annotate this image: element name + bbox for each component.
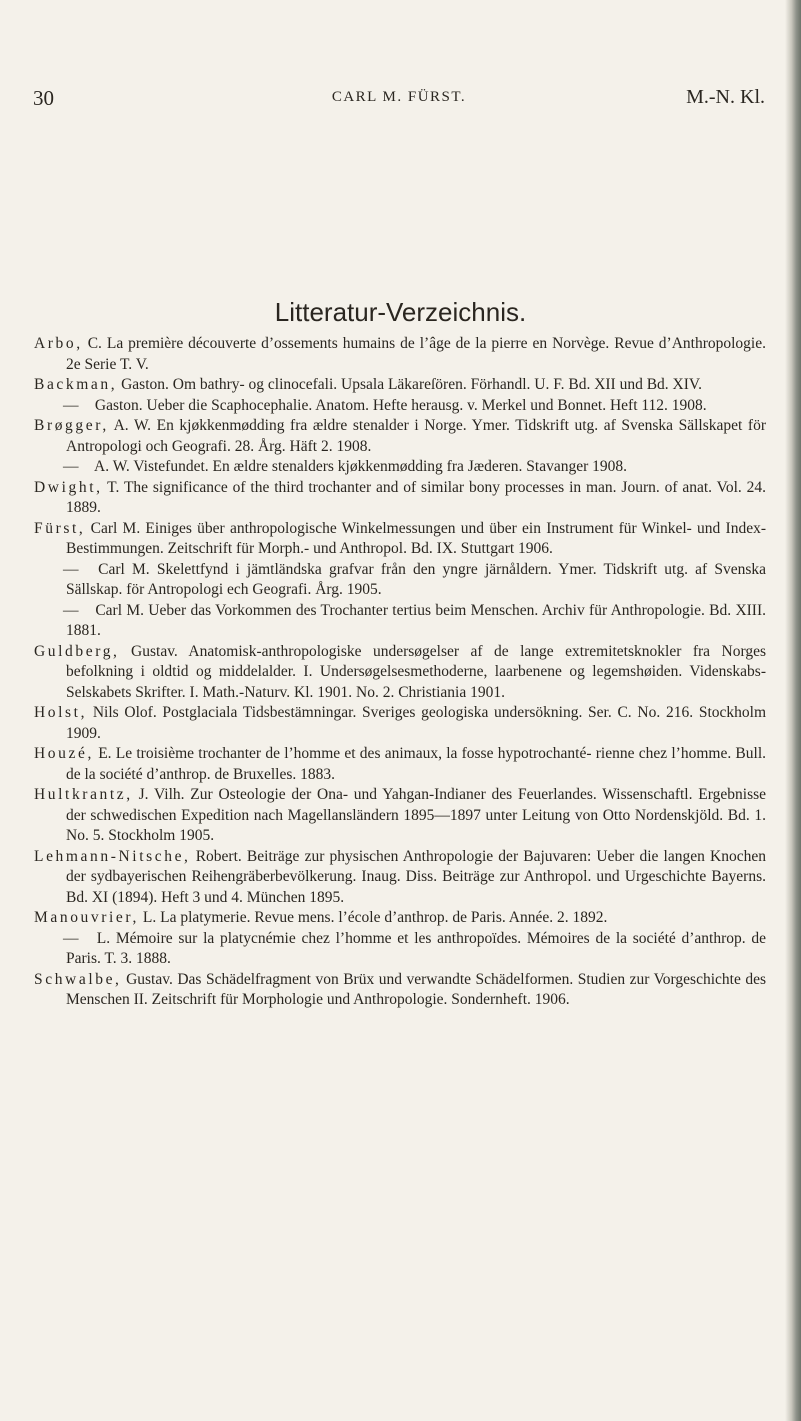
entry-text: E. Le troisième trochanter de l’homme et des animaux, la fosse hypotrochanté- rienne chez l’homme. Bull. de la société d’anthrop. de Bruxelles. 1883. [66,745,767,783]
bibliography-list [34,334,766,1011]
bibliography-entry [34,703,766,744]
bibliography-entry [34,744,766,785]
bibliography-entry [34,642,766,704]
entry-author: Arbo, [34,335,83,352]
bibliography-entry [34,908,766,929]
entry-text: A. W. En kjøkkenmødding fra ældre stenalder i Norge. Ymer. Tidskrift utg. af Svenska Sällskapet för Antropologi och Geografi. 28. Årg. Häft 2. 1908. [66,417,766,455]
entry-text: J. Vilh. Zur Osteologie der Ona- und Yahgan-Indianer des Feuerlandes. Wissenschaftl. Ergebnisse der schwedischen Expedition nach Magellansländern 1895—1897 unter Leitung von Otto Nordenskjöld. Bd. 1. No. 5. Stockholm 1905. [66,786,767,844]
entry-text: Gustav. Anatomisk-anthropologiske undersøgelser af de lange extremitetsknokler fra Norges befolkning i oldtid og middelalder. I. Undersøgelsesmethoderne, laarbenene og legemshøiden. Videnskabs-Selskabets Skrifter. I. Math.-Naturv. Kl. 1901. No. 2. Christiania 1901. [66,642,766,701]
entry-text: Carl M. Ueber das Vorkommen des Trochanter tertius beim Menschen. Archiv für Anthropologie. Bd. XIII. 1881. [66,601,767,639]
bibliography-entry [34,519,766,560]
entry-author: Manouvrier, [34,909,140,926]
page-edge-shadow [785,0,801,1421]
entry-text: Robert. Beiträge zur physischen Anthropologie der Bajuvaren: Ueber die langen Knochen der sydbayerischen Reihengräberbevölkerung. Inaug. Diss. Beiträge zur Anthropol. und Urgeschichte Bayerns. Bd. XI (1894). Heft 3 und 4. München 1895. [66,847,766,906]
entry-author: Fürst, [34,519,86,537]
page-number: 30 [33,86,54,110]
running-author: CARL M. FÜRST. [331,89,467,105]
bibliography-entry [34,560,766,601]
bibliography-entry [34,334,766,375]
entry-author: Guldberg, [34,642,120,660]
entry-text: C. La première découverte d’ossements humains de l’âge de la pierre en Norvège. Revue d’Anthropologie. 2e Serie T. V. [66,335,766,373]
bibliography-entry [34,785,766,847]
entry-author: Hultkrantz, [34,786,133,803]
running-class: M.-N. Kl. [686,86,765,108]
bibliography-entry [34,478,766,519]
bibliography-entry [34,929,766,970]
entry-author: Houzé, [34,745,94,762]
bibliography-entry [34,457,766,478]
entry-author: Schwalbe, [34,970,122,988]
bibliography-entry [34,375,766,396]
entry-text: Gaston. Om bathry- og clinocefali. Upsala Läkareſören. Förhandl. U. F. Bd. XII und Bd. XIV. [121,376,702,393]
entry-text: Nils Olof. Postglaciala Tidsbestämningar. Sveriges geologiska undersökning. Ser. C. No. 216. Stockholm 1909. [66,704,767,742]
entry-text: Carl M. Skelettfynd i jämtländska grafvar från den yngre järnåldern. Ymer. Tidskrift utg. af Svenska Sällskap. för Antropologi ech Geografi. Årg. 1905. [66,560,767,598]
repeat-author-dash: — [63,396,79,414]
bibliography-entry [34,970,766,1011]
entry-text: L. Mémoire sur la platycnémie chez l’homme et les anthropoïdes. Mémoires de la société d’anthrop. de Paris. T. 3. 1888. [66,929,767,967]
repeat-author-dash: — [63,560,79,578]
entry-text: T. The significance of the third trochanter and of similar bony processes in man. Journ. of anat. Vol. 24. 1889. [66,478,766,516]
entry-author: Brøgger, [34,417,109,434]
bibliography-entry [34,847,766,909]
entry-text: L. La platymerie. Revue mens. l’école d’anthrop. de Paris. Année. 2. 1892. [142,909,608,926]
running-header [33,86,765,110]
repeat-author-dash: — [63,458,79,475]
entry-author: Backman, [34,376,118,393]
entry-author: Dwight, [34,478,103,496]
entry-text: A. W. Vistefundet. En ældre stenalders kjøkkenmødding fra Jæderen. Stavanger 1908. [94,458,628,475]
bibliography-entry [34,396,766,417]
bibliography-entry [34,416,766,457]
repeat-author-dash: — [63,929,79,947]
entry-text: Carl M. Einiges über anthropologische Winkelmessungen und über ein Instrument für Winkel- und Index-Bestimmungen. Zeitschrift für Morph.- und Anthropol. Bd. IX. Stuttgart 1906. [66,519,766,557]
entry-text: Gustav. Das Schädelfragment von Brüx und verwandte Schädelformen. Studien zur Vorgeschichte des Menschen II. Zeitschrift für Morphologie und Anthropologie. Sondernheft. 1906. [66,970,766,1008]
entry-author: Lehmann-Nitsche, [34,847,191,865]
entry-text: Gaston. Ueber die Scaphocephalie. Anatom. Hefte herausg. v. Merkel und Bonnet. Heft 112. 1908. [94,396,707,414]
repeat-author-dash: — [63,601,79,619]
entry-author: Holst, [34,704,88,721]
bibliography-entry [34,601,766,642]
page-title: Litteratur-Verzeichnis. [274,297,527,328]
